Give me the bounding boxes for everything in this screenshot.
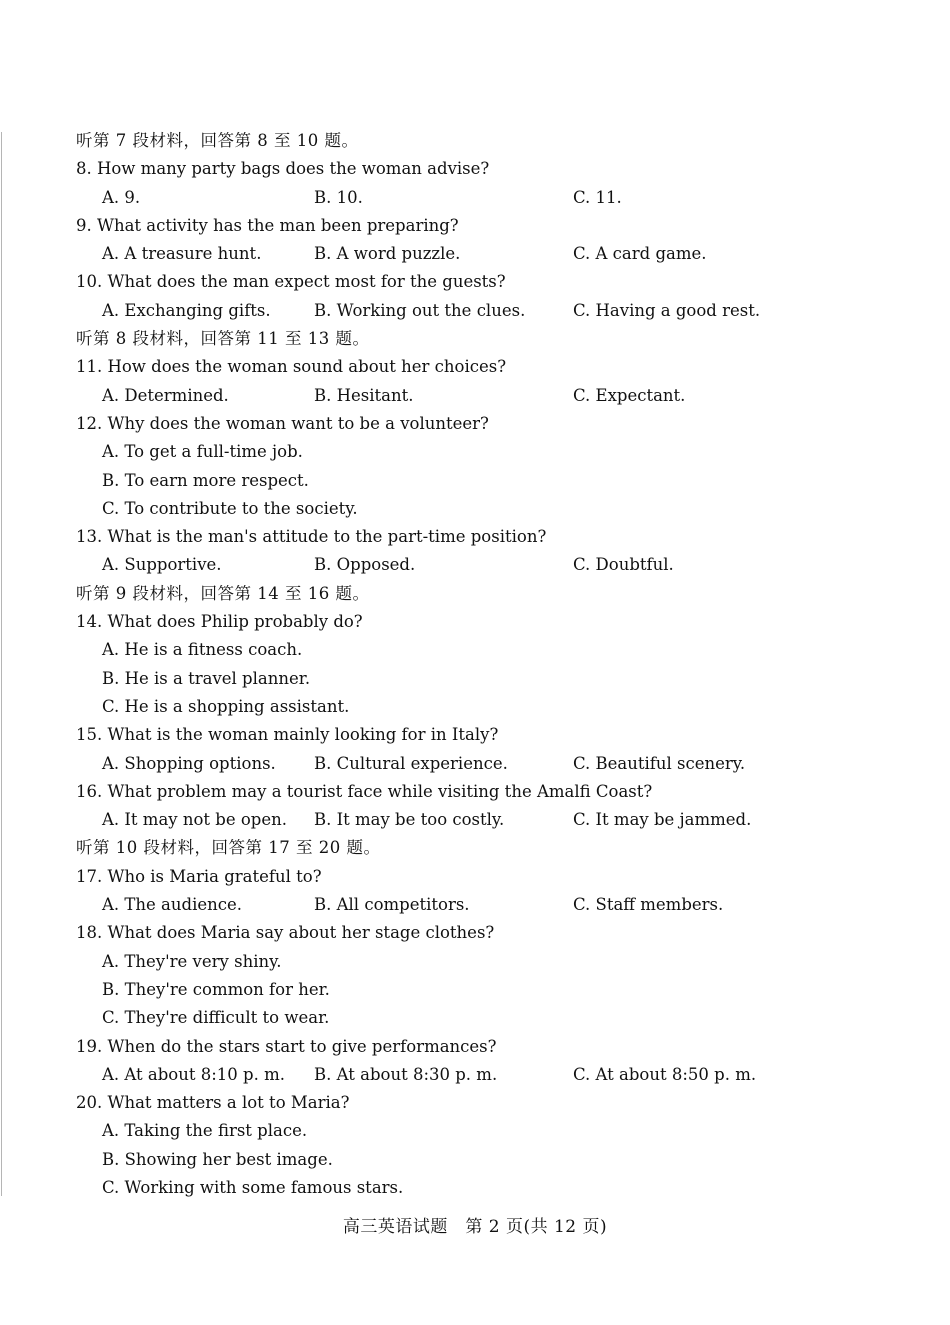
answer-option-a: A. The audience.: [102, 895, 242, 915]
answer-option-a: A. A treasure hunt.: [102, 244, 262, 264]
question-stem: 15. What is the woman mainly looking for in Italy?: [76, 725, 499, 745]
exam-content: [76, 127, 896, 1202]
answer-option: B. They're common for her.: [102, 979, 330, 999]
answer-option: B. To earn more respect.: [102, 470, 309, 490]
answer-option-b: B. It may be too costly.: [314, 810, 505, 830]
section-heading: 听第 9 段材料，回答第 14 至 16 题。: [76, 583, 370, 603]
question-stem: 10. What does the man expect most for the guests?: [76, 272, 506, 292]
question-stem: 20. What matters a lot to Maria?: [76, 1093, 350, 1113]
answer-options-row: [76, 750, 896, 778]
question-stem: 14. What does Philip probably do?: [76, 612, 363, 632]
question-stem: 16. What problem may a tourist face while visiting the Amalfi Coast?: [76, 781, 653, 801]
answer-option-a: A. Supportive.: [102, 555, 222, 575]
question-stem: 9. What activity has the man been preparing?: [76, 215, 459, 235]
answer-options-row: [76, 891, 896, 919]
question-stem: 18. What does Maria say about her stage clothes?: [76, 923, 495, 943]
question-stem: 13. What is the man's attitude to the part-time position?: [76, 527, 547, 547]
answer-option-b: B. All competitors.: [314, 895, 470, 915]
answer-options-row: [76, 297, 896, 325]
answer-option: B. Showing her best image.: [102, 1149, 333, 1169]
page-footer: 高三英语试题 第 2 页(共 12 页): [342, 1217, 608, 1237]
answer-option-c: C. Doubtful.: [573, 555, 674, 575]
answer-option-b: B. Opposed.: [314, 555, 416, 575]
answer-option-b: B. Hesitant.: [314, 385, 414, 405]
question-stem: 11. How does the woman sound about her choices?: [76, 357, 507, 377]
answer-option-b: B. A word puzzle.: [314, 244, 461, 264]
answer-option-b: B. Cultural experience.: [314, 753, 508, 773]
answer-option: A. Taking the first place.: [102, 1121, 308, 1141]
answer-option-c: C. Expectant.: [573, 385, 686, 405]
answer-option-c: C. Staff members.: [573, 895, 724, 915]
answer-options-row: [76, 806, 896, 834]
answer-option-c: C. Beautiful scenery.: [573, 753, 746, 773]
page-margin-rule: [1, 132, 2, 1196]
answer-option-a: A. Shopping options.: [102, 753, 276, 773]
section-heading: 听第 10 段材料，回答第 17 至 20 题。: [76, 838, 381, 858]
answer-option-c: C. 11.: [573, 187, 622, 207]
answer-option: A. He is a fitness coach.: [102, 640, 303, 660]
answer-option: A. They're very shiny.: [102, 951, 282, 971]
answer-options-row: [76, 240, 896, 268]
answer-option: C. To contribute to the society.: [102, 498, 358, 518]
section-heading: 听第 7 段材料，回答第 8 至 10 题。: [76, 131, 359, 150]
answer-option: C. They're difficult to wear.: [102, 1008, 330, 1028]
answer-options-row: [76, 184, 896, 212]
question-stem: 17. Who is Maria grateful to?: [76, 866, 322, 886]
answer-options-row: [76, 1061, 896, 1089]
answer-option-a: A. At about 8:10 p. m.: [102, 1064, 285, 1084]
section-heading: 听第 8 段材料，回答第 11 至 13 题。: [76, 329, 370, 349]
answer-option: B. He is a travel planner.: [102, 668, 311, 688]
answer-option-a: A. Exchanging gifts.: [102, 300, 271, 320]
question-stem: 8. How many party bags does the woman advise?: [76, 159, 490, 179]
answer-option: C. He is a shopping assistant.: [102, 696, 350, 716]
answer-option: C. Working with some famous stars.: [102, 1177, 404, 1197]
answer-option-b: B. At about 8:30 p. m.: [314, 1064, 498, 1084]
answer-option-b: B. Working out the clues.: [314, 300, 526, 320]
answer-option: A. To get a full-time job.: [102, 442, 303, 462]
question-stem: 19. When do the stars start to give performances?: [76, 1036, 497, 1056]
answer-option-a: A. Determined.: [102, 385, 229, 405]
answer-option-c: C. Having a good rest.: [573, 300, 761, 320]
answer-option-a: A. 9.: [102, 187, 141, 207]
answer-option-b: B. 10.: [314, 187, 363, 207]
answer-options-row: [76, 382, 896, 410]
answer-option-c: C. At about 8:50 p. m.: [573, 1064, 757, 1084]
question-stem: 12. Why does the woman want to be a volunteer?: [76, 413, 489, 433]
answer-option-a: A. It may not be open.: [102, 810, 287, 830]
answer-options-row: [76, 551, 896, 579]
answer-option-c: C. It may be jammed.: [573, 810, 752, 830]
answer-option-c: C. A card game.: [573, 244, 707, 264]
